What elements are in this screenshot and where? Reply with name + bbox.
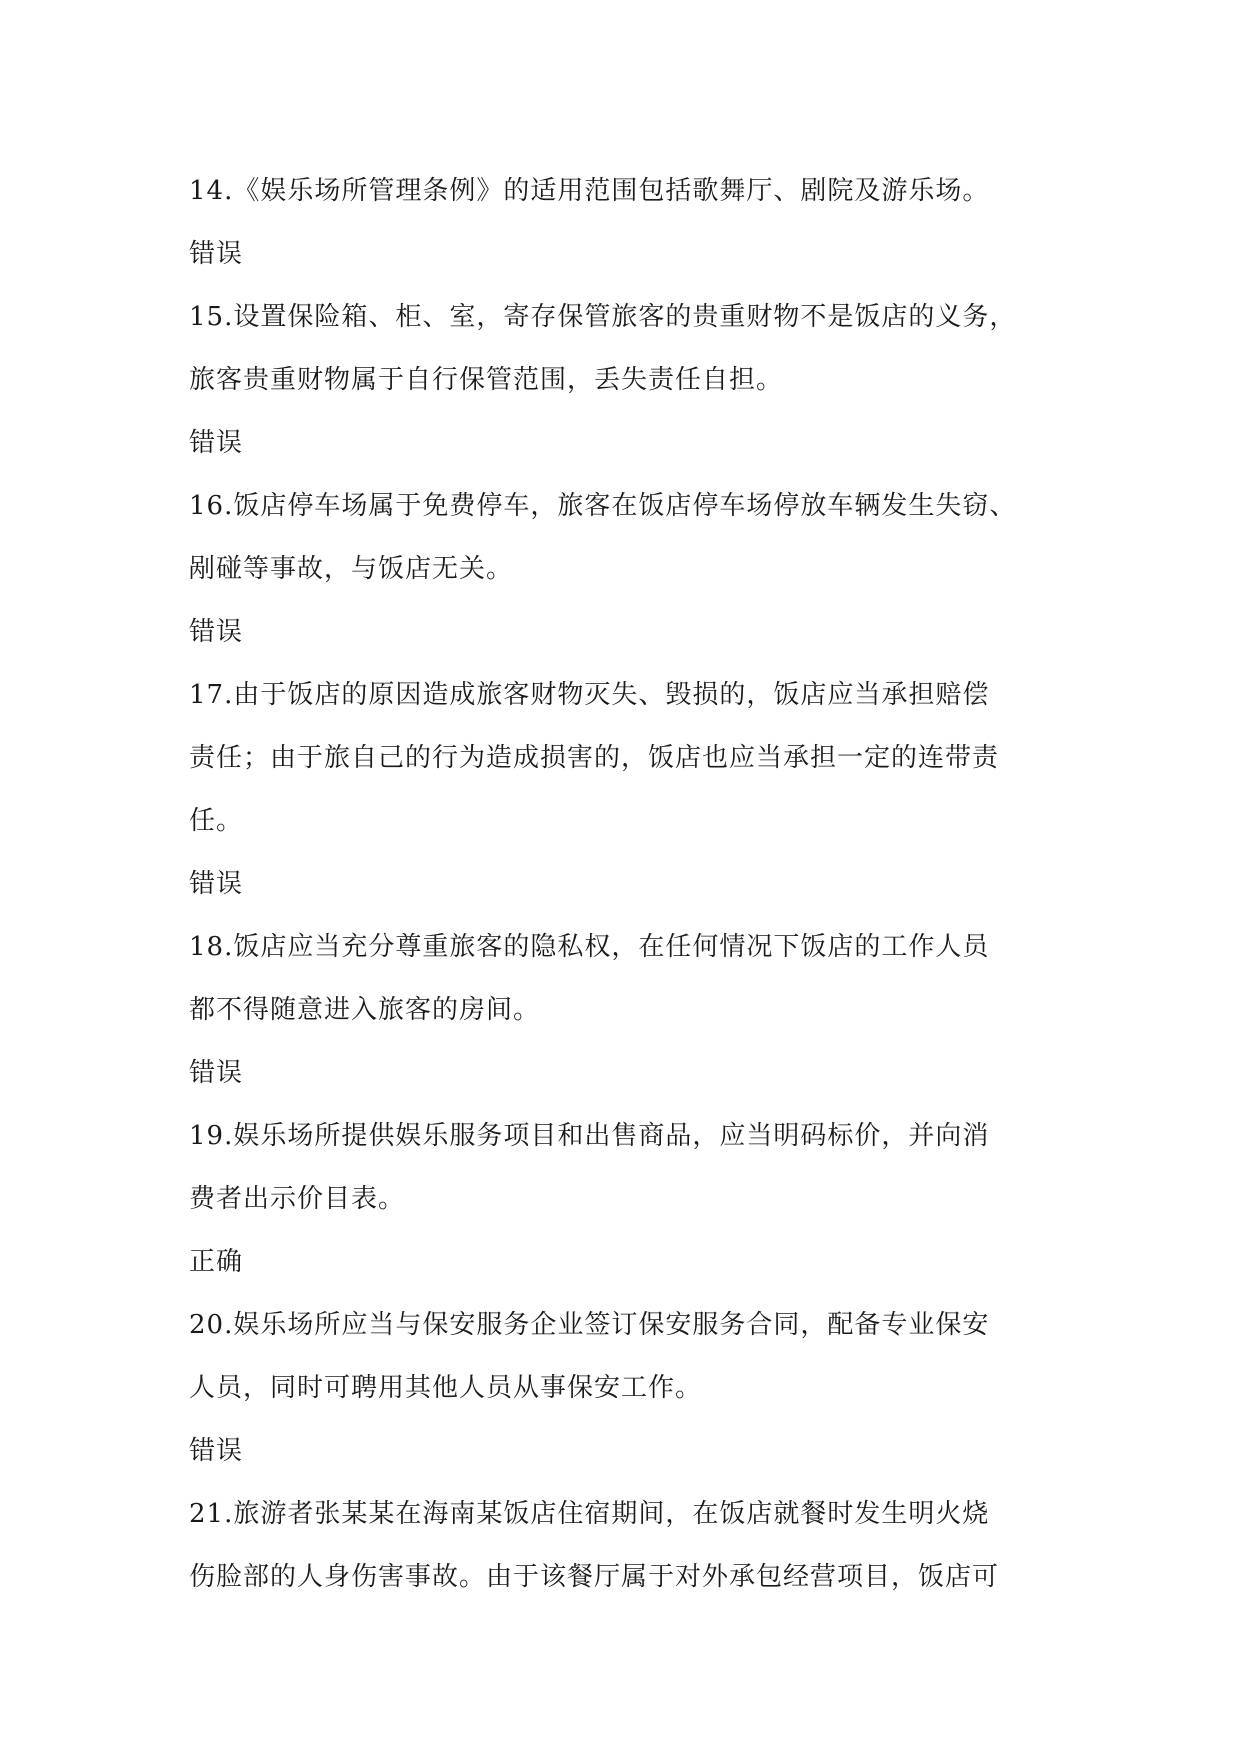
answer-text: 错误	[189, 239, 244, 269]
question-text: 任。	[189, 806, 244, 836]
question-text: 剐碰等事故，与饭店无关。	[189, 554, 514, 584]
question-text: 17.由于饭店的原因造成旅客财物灭失、毁损的，饭店应当承担赔偿	[189, 680, 990, 710]
question-text: 18.饭店应当充分尊重旅客的隐私权，在任何情况下饭店的工作人员	[189, 932, 990, 962]
question-text: 15.设置保险箱、柜、室，寄存保管旅客的贵重财物不是饭店的义务，	[189, 302, 1017, 332]
question-text: 伤脸部的人身伤害事故。由于该餐厅属于对外承包经营项目，饭店可	[189, 1562, 1000, 1592]
question-text: 责任；由于旅自己的行为造成损害的，饭店也应当承担一定的连带责	[189, 743, 1000, 773]
answer-text: 错误	[189, 617, 244, 647]
question-text: 费者出示价目表。	[189, 1184, 406, 1214]
answer-text: 错误	[189, 869, 244, 899]
answer-text: 错误	[189, 428, 244, 458]
document-page	[189, 160, 1069, 1609]
q21	[189, 1483, 1069, 1609]
q18	[189, 916, 1069, 1105]
q20	[189, 1294, 1069, 1483]
question-text: 20.娱乐场所应当与保安服务企业签订保安服务合同，配备专业保安	[189, 1310, 990, 1340]
question-text: 都不得随意进入旅客的房间。	[189, 995, 541, 1025]
q14	[189, 160, 1069, 286]
answer-text: 正确	[189, 1247, 244, 1277]
q15	[189, 286, 1069, 475]
question-text: 21.旅游者张某某在海南某饭店住宿期间，在饭店就餐时发生明火烧	[189, 1499, 990, 1529]
question-text: 人员，同时可聘用其他人员从事保安工作。	[189, 1373, 703, 1403]
q17	[189, 664, 1069, 916]
question-text: 19.娱乐场所提供娱乐服务项目和出售商品，应当明码标价，并向消	[189, 1121, 990, 1151]
q19	[189, 1105, 1069, 1294]
question-text: 14.《娱乐场所管理条例》的适用范围包括歌舞厅、剧院及游乐场。	[189, 176, 990, 206]
q16	[189, 475, 1069, 664]
question-text: 旅客贵重财物属于自行保管范围，丢失责任自担。	[189, 365, 784, 395]
answer-text: 错误	[189, 1058, 244, 1088]
answer-text: 错误	[189, 1436, 244, 1466]
question-text: 16.饭店停车场属于免费停车，旅客在饭店停车场停放车辆发生失窃、	[189, 491, 1017, 521]
